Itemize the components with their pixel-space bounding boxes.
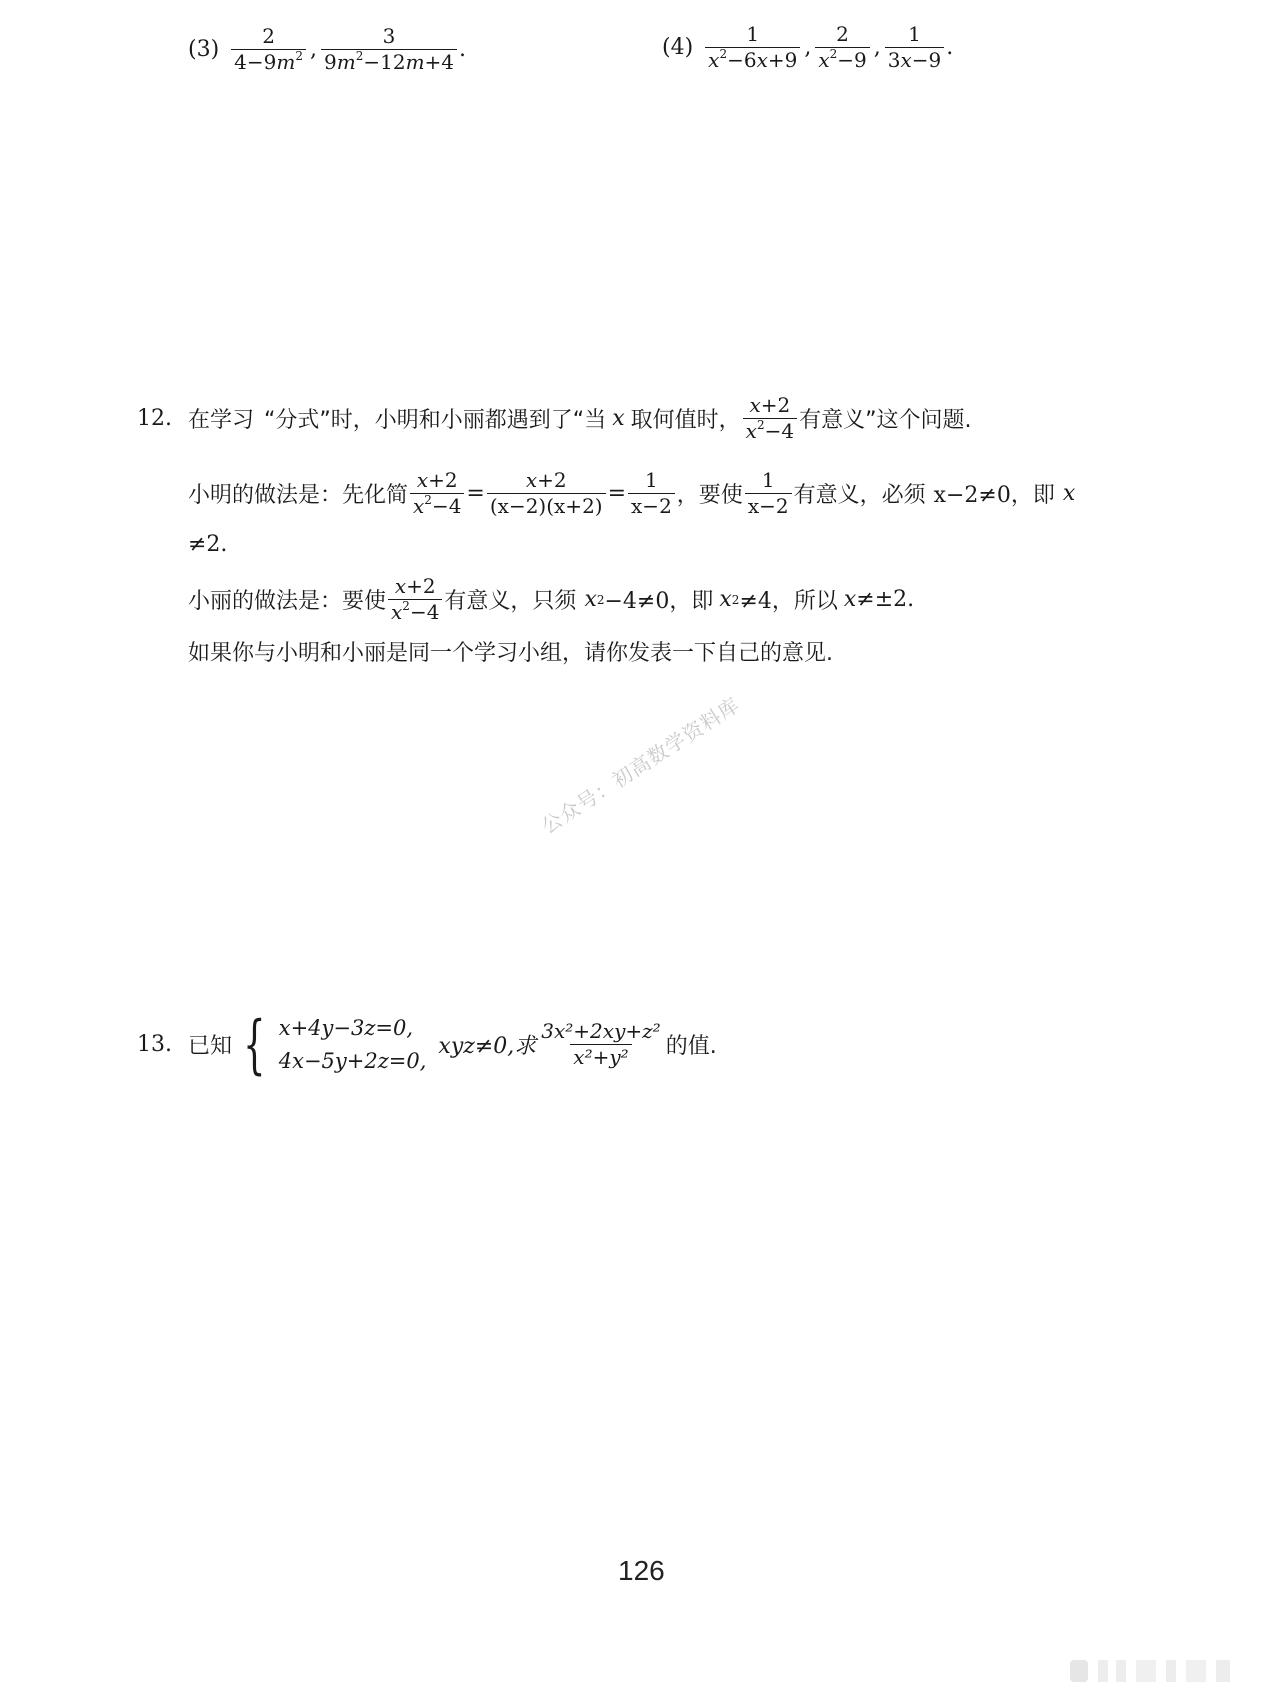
watermark: 公众号：初高数学资料库 [537, 692, 744, 839]
fraction: $\frac{1}{x-2}$ [628, 470, 675, 517]
q13: 13. 已知 { x+4y−3z=0, 4x−5y+2z=0, xyz≠0,求 $\frac{\text{3x²+2xy+z²}}{\text{x²+y²}}$ 的值. [137, 1007, 717, 1082]
brace-icon: { [243, 1007, 266, 1082]
fraction: $\frac{2}{x^2-9}$ [815, 24, 869, 71]
fraction: $\frac{1}{3x-9}$ [885, 24, 945, 71]
fraction: $\frac{x+2}{x^2-4}$ [388, 576, 442, 623]
q12-intro: 12. 在学习 “分式”时，小明和小丽都遇到了“当 x 取何值时， $\frac{x+2}{x^2-4}$ 有意义”这个问题. [137, 393, 972, 443]
corner-mark-icon [1040, 1650, 1260, 1690]
item-label: (4) [662, 35, 694, 60]
question-number: 13. [137, 1032, 172, 1058]
q12-xiaoming: 小明的做法是：先化简 $\frac{x+2}{x^2-4}$ = $\frac{x+2}{(x-2)(x+2)}$ = $\frac{1}{x-2}$ ，要使 $\frac{1}{x-2}$ 有意义，必须 x−2≠0，即 x [188, 468, 1076, 518]
page-number: 126 [618, 1555, 665, 1586]
item-3: (3) $\frac{2}{4-9m^2}$ , $\frac{3}{9m^2-12m+4}$ . [188, 24, 467, 74]
fraction: $\frac{1}{x-2}$ [745, 470, 792, 517]
item-label: (3) [188, 37, 220, 62]
equation-system: x+4y−3z=0, 4x−5y+2z=0, [278, 1016, 427, 1073]
item-4: (4) $\frac{1}{x^2-6x+9}$ , $\frac{2}{x^2-9}$ , $\frac{1}{3x-9}$ . [662, 22, 954, 72]
fraction: $\frac{1}{x^2-6x+9}$ [705, 24, 800, 71]
q12-xiaoli: 小丽的做法是：要使 $\frac{x+2}{x^2-4}$ 有意义，只须 x 2 −4≠0，即 x 2 ≠4，所以 x ≠±2. [188, 574, 915, 624]
fraction: $\frac{3}{9m^2-12m+4}$ [321, 26, 457, 73]
fraction: $\frac{2}{4-9m^2}$ [231, 26, 306, 73]
q12-xiaoming-cont: ≠2. [188, 532, 228, 557]
fraction: $\frac{x+2}{(x-2)(x+2)}$ [487, 470, 606, 517]
fraction: $\frac{x+2}{x^2-4}$ [743, 395, 797, 442]
fraction: $\frac{\text{3x²+2xy+z²}}{\text{x²+y²}}$ [541, 1019, 661, 1070]
fraction: $\frac{x+2}{x^2-4}$ [410, 470, 464, 517]
q12-question: 如果你与小明和小丽是同一个学习小组，请你发表一下自己的意见. [188, 641, 833, 666]
question-number: 12. [137, 406, 172, 431]
